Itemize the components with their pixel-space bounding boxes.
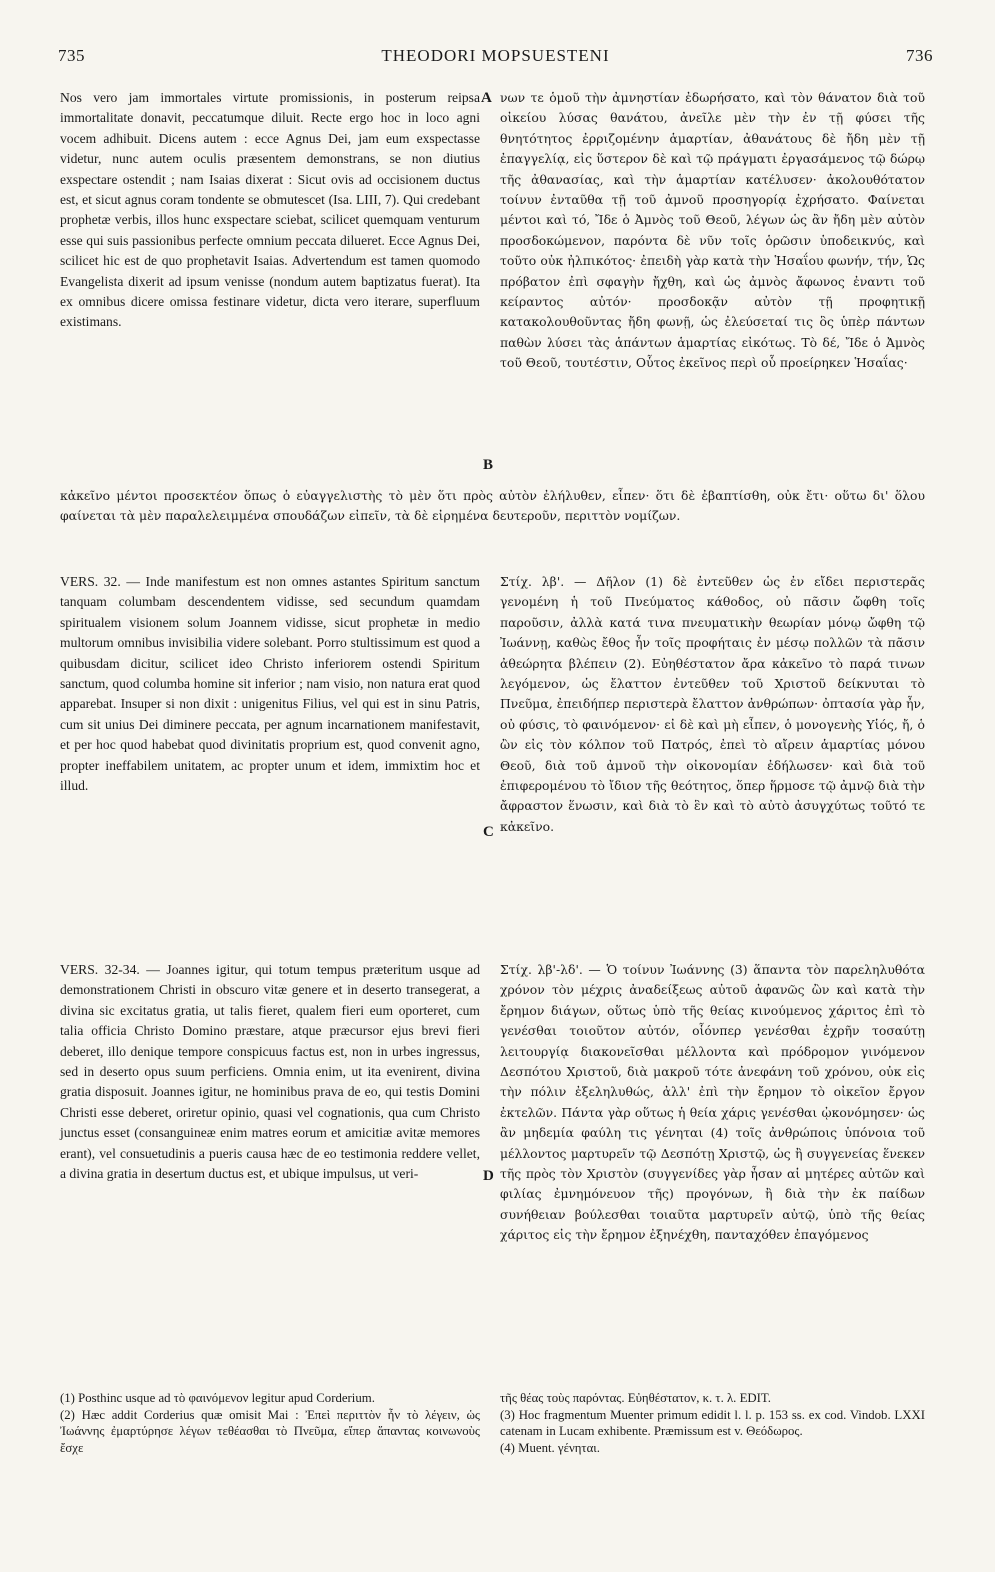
margin-marker-b: B — [483, 457, 494, 473]
latin-column-2 — [60, 572, 480, 796]
page-number-right: 736 — [906, 46, 933, 65]
greek-column-1 — [500, 88, 925, 374]
footnote-1: (1) Posthinc usque ad τὸ φαινόμενον legitur apud Corderium. — [60, 1391, 375, 1405]
footnotes-left — [60, 1390, 480, 1456]
greek-paragraph-stich-32-34: Στίχ. λβ'-λδ'. — Ὁ τοίνυν Ἰωάννης (3) ἅπαντα τὸν παρεληλυθότα χρόνον τὸν μέχρις ἀναδείξεως αὐτοῦ ἀφανῶς ὢν καὶ κατὰ τὴν ἔρημον διάγων, οὕτως ὑπὸ τῆς θείας κινούμενος χάριτος ἐπὶ τὸ γενέσθαι τοιοῦτον αὐτόν, οἷόνπερ γενέσθαι ἐχρῆν τοσαύτῃ λειτουργίᾳ διακονεῖσθαι μέλλοντα καὶ πρόδρομον γινόμενον Δεσπότου Χριστοῦ, διὰ μακροῦ τότε ἀνεφάνη τοῦ χρόνου, οὐκ εἰς τὴν πόλιν ἐξεληλυθώς, ἀλλ' ἐπὶ τὴν ἔρημον τὸ οἰκεῖον ἔργον ἐκτελῶν. Πάντα γὰρ οὕτως ἡ θεία χάρις γενέσθαι ᾠκονόμησεν· ὡς ἂν μηδεμία φαύλη τις γένηται (4) τοῖς ἀνθρώποις ὑπόνοια τοῦ μέλλοντος μαρτυρεῖν τῷ Δεσπότῃ Χριστῷ, ὡς ἢ συγγενείας ἕνεκεν τῆς πρὸς τὸν Χριστὸν (συγγενίδες γὰρ ἦσαν αἱ μητέρες αὐτῶν καὶ φιλίας ἐμνημόνευον τῆς) προγόνων, ἢ διὰ τὴν ἐκ παίδων συνήθειαν βούλεσθαι τοιαῦτα μαρτυρεῖν αὐτῷ, ὑπὸ τῆς θείας χάριτος εἰς τὴν ἔρημον ἐξηνέχθη, πανταχόθεν ἐπαγόμενος — [500, 962, 925, 1243]
latin-column-1 — [60, 88, 480, 333]
greek-fullwidth-paragraph: κἀκεῖνο μέντοι προσεκτέον ὅπως ὁ εὐαγγελιστὴς τὸ μὲν ὅτι πρὸς αὐτὸν ἐλήλυθεν, εἶπεν· ὅτι δὲ ἐβαπτίσθη, οὐκ ἔτι· οὕτω δι' ὅλου φαίνεται τὰ μὲν παραλελειμμένα σπουδάζων εἰπεῖν, τὰ δὲ εἰρημένα δευτεροῦν, περιττὸν νομίζων. — [60, 488, 925, 524]
running-header — [58, 46, 933, 72]
footnote-3: (3) Hoc fragmentum Muenter primum edidit l. l. p. 153 ss. ex cod. Vindob. LXXI catenam in Lucam exhibente. Præmissum est v. Θεόδωρος. — [500, 1407, 925, 1438]
latin-paragraph-1: Nos vero jam immortales virtute promissionis, in posterum reipsa immortalitate donavit, peccatumque diluit. Recte ergo hoc in loco agni vocem adhibuit. Dicens autem : ecce Agnus Dei, jam eum exspectasse videtur, nunc autem oculis præsentem demonstrans, se non diutius exspectare ostendit ; nam Isaias dixerat : Sicut ovis ad occisionem ductus est, et sicut agnus coram tondente se obmutescet (Isa. LIII, 7). Qui credebant prophetæ verbis, illos hunc exspectare sciebat, scilicet quemquam venturum esse qui suis passionibus perfecte omnium peccata dilueret. Ecce Agnus Dei, scilicet hic est de quo prophetavit Isaias. Advertendum est tamen quomodo Evangelista dixerit ad ipsum venisse (nondum autem baptizatus fuerat). Ita ex omnibus dicere omissa festinare videtur, dicta vero iterare, superfluum existimans. — [60, 90, 480, 330]
greek-column-3 — [500, 960, 925, 1246]
footnote-4: (4) Muent. γένηται. — [500, 1440, 600, 1455]
footnote-2-continued: τῆς θέας τοὺς παρόντας. Εὐηθέστατον, κ. τ. λ. EDIT. — [500, 1391, 771, 1405]
latin-column-3 — [60, 960, 480, 1184]
greek-paragraph-1: νων τε ὁμοῦ τὴν ἀμνηστίαν ἐδωρήσατο, καὶ τὸν θάνατον διὰ τοῦ οἰκείου λύσας θανάτου, ἀνεῖλε μὲν τὴν ἐν τῇ φύσει τῆς θνητότητος ἐρριζομένην ἁμαρτίαν, ἀθανάτους δὲ ἤδη μὲν τῇ ἐπαγγελίᾳ, εἰς ὕστερον δὲ καὶ τῷ πράγματι ἐργασάμενος τῷ δώρῳ τῆς ἀθανασίας, καὶ τὴν ἁμαρτίαν κατέλυσεν· ἀκολουθότατον τοίνυν ἐνταῦθα τῇ τοῦ ἀμνοῦ προσηγορίᾳ ἐχρήσατο. Φαίνεται μέντοι καὶ τό, Ἴδε ὁ Ἀμνὸς τοῦ Θεοῦ, λέγων ὡς ἂν ἤδη μὲν αὐτὸν προσδοκώμενον, παρόντα δὲ νῦν τοῖς ὁρῶσιν ὑποδεικνύς, καὶ τοῦτο οὐκ ἠλπικότος· ἐπειδὴ γὰρ κατὰ τὴν Ἡσαΐου φωνήν, τήν, Ὡς πρόβατον ἐπὶ σφαγὴν ἤχθη, καὶ ὡς ἀμνὸς ἄφωνος ἐναντι τοῦ κείραντος αὐτόν· προσδοκᾷν αὐτὸν τῇ προφητικῇ κατακολουθοῦντας ἤδη φωνῇ, ὡς ἐλεύσεταί τις ὃς ὑπὲρ πάντων παθὼν λύσει τὰς ἁπάντων ἁμαρτίας εἰκότως. Τὸ δέ, Ἴδε ὁ Ἀμνὸς τοῦ Θεοῦ, τουτέστιν, Οὗτος ἐκεῖνος περὶ οὗ προείρηκεν Ἡσαΐας· — [500, 90, 925, 371]
margin-marker-c: C — [483, 824, 494, 840]
greek-paragraph-stich-32: Στίχ. λβ'. — Δῆλον (1) δὲ ἐντεῦθεν ὡς ἐν εἴδει περιστερᾶς γενομένη ἡ τοῦ Πνεύματος κάθοδος, οὐ πᾶσιν ὤφθη τοῖς παροῦσιν, ἀλλὰ κατά τινα πνευματικὴν θεωρίαν μόνῳ ὤφθη τῷ Ἰωάννῃ, καθὼς ἔθος ἦν τοῖς προφήταις ἐν μέσῳ πολλῶν τὰ πᾶσιν ἀθεώρητα βλέπειν (2). Εὐηθέστατον ἄρα κἀκεῖνο τὸ παρά τινων λεγόμενον, ὡς ἔλαττον ἐντεῦθεν τοῦ Χριστοῦ δείκνυται τὸ Πνεῦμα, ἐπειδήπερ περιστερὰ ἔλαττον ἀνθρώπων· ὀπτασία γὰρ ἦν, οὐ φύσις, τὸ φαινόμενον· εἰ δὲ καὶ μὴ εἶπεν, ὁ μονογενὴς Υἱός, ἤ, ὁ ὢν εἰς τὸν κόλπον τοῦ Πατρός, ἐπεὶ τὸ αἴρειν ἁμαρτίας μόνου Θεοῦ, διὰ τοῦ ἀμνοῦ τὴν οἰκονομίαν ἐδήλωσεν· καὶ διὰ τοῦ ἐπιφερομένου τὸ ἴδιον τῆς θεότητος, ὅπερ ἥρμοσε τῷ ἀμνῷ διὰ τὴν ἄφραστον ἕνωσιν, καὶ διὰ τὸ ἓν καὶ τὸ αὐτὸ ἀσυγχύτως τοῦτό τε κἀκεῖνο. — [500, 574, 925, 834]
greek-fullwidth-continuation — [60, 486, 925, 527]
page-number-left: 735 — [58, 46, 85, 65]
footnotes-right — [500, 1390, 925, 1456]
latin-paragraph-vers-32: VERS. 32. — Inde manifestum est non omnes astantes Spiritum sanctum tanquam columbam descendentem vidisse, sed secundum quamdam spiritualem visionem solum Joannem vidisse, sicut prophetæ in medio multorum omnibus invisibilia videre solebant. Porro stultissimum est quod a quibusdam dicitur, scilicet ideo Christo inferiorem ostendi Spiritum sanctum, quod columba homine sit inferior ; nam visio, non natura erat quod apparebat. Insuper si non dixit : unigenitus Filius, vel qui est in sinu Patris, cum sit unius Dei diminere peccata, per agnum incarnationem manifestavit, et per hoc quod habebat quod divinitatis proprium est, quod convenit agno, propter ineffabilem unitatem, ac propter unum et idem, immixtim hoc et illud. — [60, 574, 480, 794]
greek-column-2 — [500, 572, 925, 837]
running-title: THEODORI MOPSUESTENI — [381, 46, 610, 65]
margin-marker-a: A — [481, 90, 492, 106]
footnote-2: (2) Hæc addit Corderius quæ omisit Mai : Ἐπεὶ περιττὸν ἦν τὸ λέγειν, ὡς Ἰωάννης ἐμαρτύρησε λέγων τεθέασθαι τὸ Πνεῦμα, εἴπερ ἅπαντας κοινωνοὺς ἔσχε — [60, 1407, 480, 1455]
latin-paragraph-vers-32-34: VERS. 32-34. — Joannes igitur, qui totum tempus præteritum usque ad demonstrationem Christi in obscuro vitæ genere et in deserto transegerat, a divina sic excitatus gratia, ut talis fieret, qualem fieri eum oporteret, cum talia officia Christo Domino præstare, atque præcursor ejus brevi fieri deberet, illo denique tempore conspicuus factus est, non in urbes ingressus, sed in deserto opus suum perficiens. Omnia enim, ut ita evenirent, divina gratia disposuit. Joannes igitur, ne hominibus prava de eo, qui testis Domini Christi esse deberet, oriretur opinio, quasi vel cognationis, qua cum Christo junctus esset (consanguineæ enim matres eorum et amicitiæ avitæ memores erant), vel consuetudinis a pueris causa hæc de eo testimonia reddere vellet, a divina gratia in desertum ductus est, et ubique impulsus, ut veri- — [60, 962, 480, 1182]
margin-marker-d: D — [483, 1168, 494, 1184]
